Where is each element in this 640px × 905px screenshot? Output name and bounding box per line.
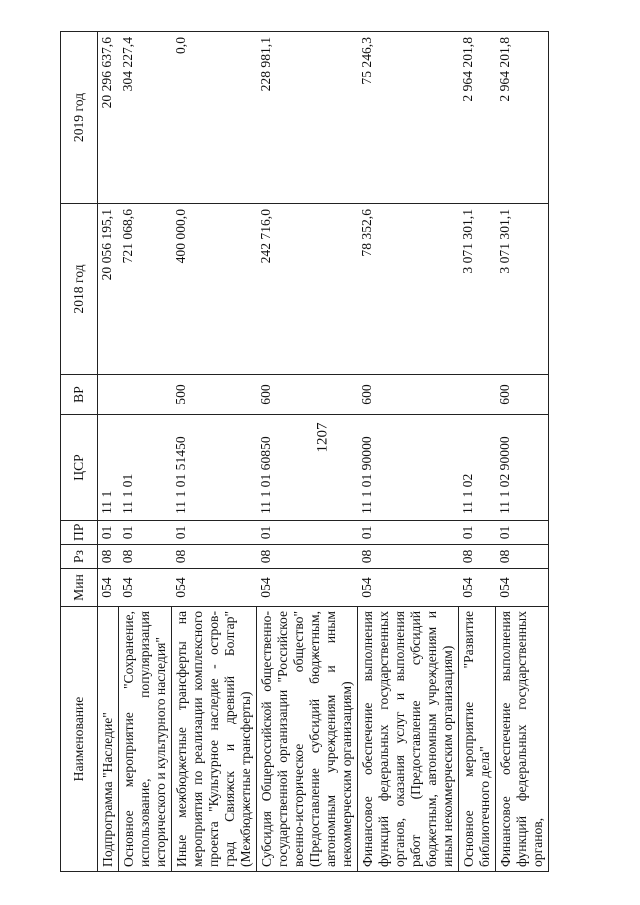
cell-2019: 0,0 xyxy=(172,32,257,204)
cell-name: Основное мероприятие "Развитие библиотечного дела" xyxy=(459,607,496,872)
cell-2018: 721 068,6 xyxy=(119,204,172,375)
cell-rz: 08 xyxy=(496,545,549,569)
cell-2018: 20 056 195,1 xyxy=(98,204,119,375)
cell-rz: 08 xyxy=(459,545,496,569)
cell-rz: 08 xyxy=(358,545,459,569)
table-row xyxy=(172,32,257,872)
cell-name: Подпрограмма "Наследие" xyxy=(98,607,119,872)
cell-min: 054 xyxy=(172,569,257,607)
cell-rz: 08 xyxy=(119,545,172,569)
cell-min: 054 xyxy=(119,569,172,607)
header-rz: Рз xyxy=(61,545,98,569)
header-pr: ПР xyxy=(61,521,98,545)
cell-name: Финансовое обеспечение выполнения функций федеральных государственных органов, xyxy=(496,607,549,872)
cell-min: 054 xyxy=(358,569,459,607)
cell-vr xyxy=(459,375,496,415)
cell-csr: 11 1 01 xyxy=(119,415,172,521)
cell-csr: 11 1 01 60850 xyxy=(257,415,358,521)
cell-min: 054 xyxy=(98,569,119,607)
cell-rz: 08 xyxy=(98,545,119,569)
cell-rz: 08 xyxy=(172,545,257,569)
table-row xyxy=(98,32,119,872)
cell-rz: 08 xyxy=(257,545,358,569)
cell-csr: 11 1 01 90000 xyxy=(358,415,459,521)
budget-table-container xyxy=(60,32,580,872)
cell-name: Иные межбюджетные трансферты на мероприятия по реализации комплексного проекта "Культурное наследие - остров-град Свияжск и древний Болгар" (Межбюджетные трансферты) xyxy=(172,607,257,872)
cell-pr: 01 xyxy=(172,521,257,545)
cell-vr: 600 xyxy=(358,375,459,415)
header-csr: ЦСР xyxy=(61,415,98,521)
table-row xyxy=(119,32,172,872)
header-2019: 2019 год xyxy=(61,32,98,204)
header-row xyxy=(61,32,98,872)
cell-2019: 2 964 201,8 xyxy=(459,32,496,204)
cell-csr: 11 1 xyxy=(98,415,119,521)
cell-pr: 01 xyxy=(257,521,358,545)
cell-min: 054 xyxy=(496,569,549,607)
cell-csr: 11 1 02 xyxy=(459,415,496,521)
cell-2019: 2 964 201,8 xyxy=(496,32,549,204)
cell-2018: 400 000,0 xyxy=(172,204,257,375)
cell-pr: 01 xyxy=(98,521,119,545)
cell-2018: 3 071 301,1 xyxy=(496,204,549,375)
table-row xyxy=(459,32,496,872)
cell-2018: 242 716,0 xyxy=(257,204,358,375)
cell-vr: 500 xyxy=(172,375,257,415)
header-2018: 2018 год xyxy=(61,204,98,375)
table-row xyxy=(496,32,549,872)
cell-min: 054 xyxy=(459,569,496,607)
cell-csr: 11 1 01 51450 xyxy=(172,415,257,521)
cell-csr: 11 1 02 90000 xyxy=(496,415,549,521)
cell-vr xyxy=(98,375,119,415)
budget-table xyxy=(60,31,549,872)
cell-pr: 01 xyxy=(119,521,172,545)
cell-name: Субсидия Общероссийской общественно-государственной организации "Российское военно-историческое общество" (Предоставление субсидий бюджетным, автономным учреждениям и иным некоммерческим организациям) xyxy=(257,607,358,872)
cell-min: 054 xyxy=(257,569,358,607)
cell-2019: 75 246,3 xyxy=(358,32,459,204)
cell-pr: 01 xyxy=(459,521,496,545)
cell-pr: 01 xyxy=(496,521,549,545)
cell-vr: 600 xyxy=(496,375,549,415)
page-number: 1207 xyxy=(314,422,331,453)
cell-name: Финансовое обеспечение выполнения функций федеральных государственных органов, оказания услуг и выполнения работ (Предоставление субсидий бюджетным, автономным учреждениям и иным некоммерческим организациям) xyxy=(358,607,459,872)
cell-2018: 78 352,6 xyxy=(358,204,459,375)
cell-vr: 600 xyxy=(257,375,358,415)
header-vr: ВР xyxy=(61,375,98,415)
cell-2018: 3 071 301,1 xyxy=(459,204,496,375)
cell-vr xyxy=(119,375,172,415)
cell-pr: 01 xyxy=(358,521,459,545)
header-min: Мин xyxy=(61,569,98,607)
cell-2019: 304 227,4 xyxy=(119,32,172,204)
table-row xyxy=(257,32,358,872)
cell-2019: 20 296 637,6 xyxy=(98,32,119,204)
table-row xyxy=(358,32,459,872)
header-name: Наименование xyxy=(61,607,98,872)
cell-name: Основное мероприятие "Сохранение, использование, популяризация исторического и культурного наследия" xyxy=(119,607,172,872)
cell-2019: 228 981,1 xyxy=(257,32,358,204)
